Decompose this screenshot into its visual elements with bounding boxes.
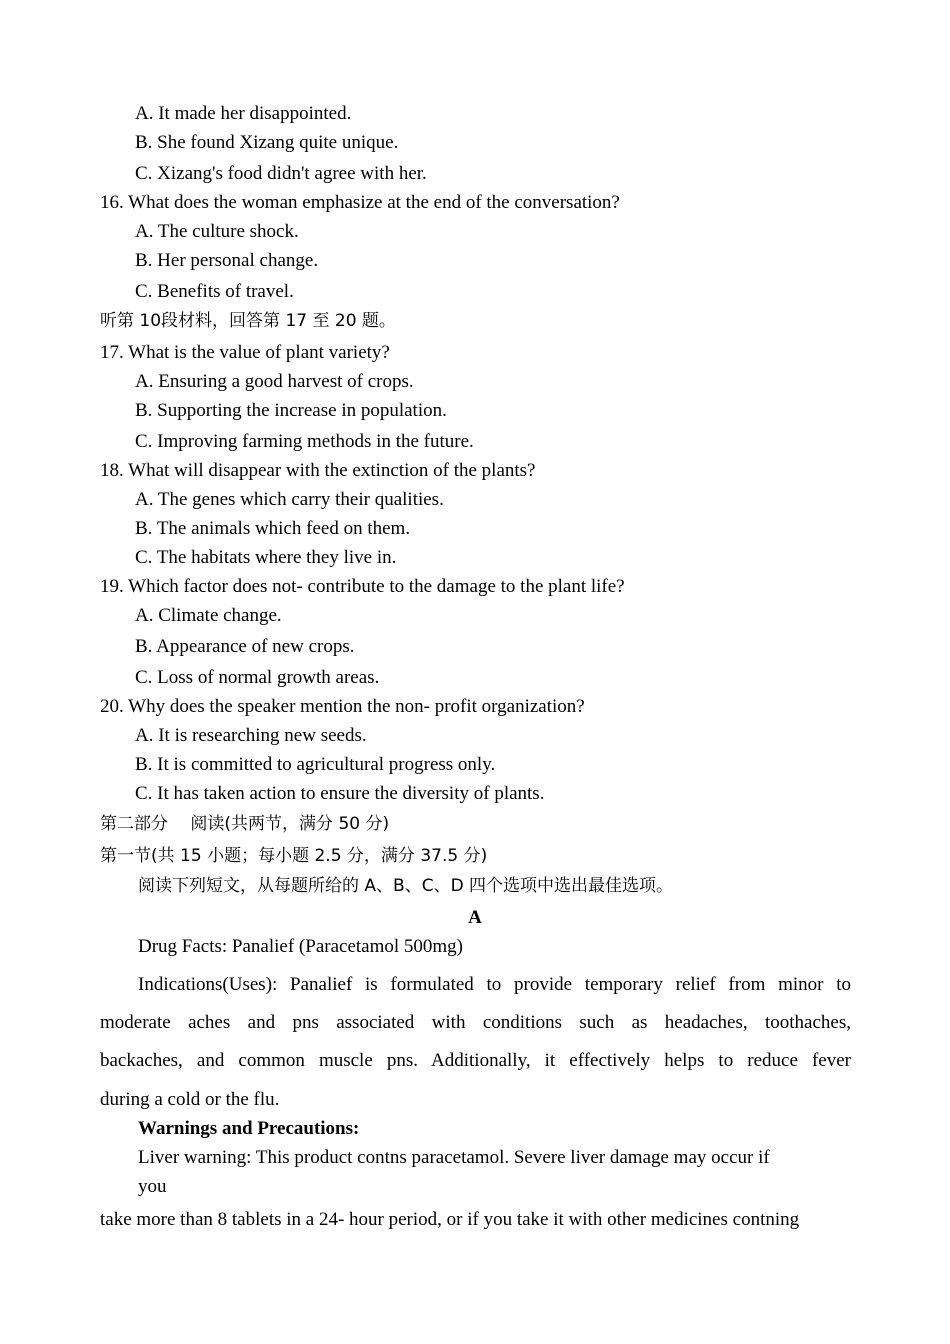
q19-option-b: B. Appearance of new crops. — [135, 636, 355, 657]
section10-intro: 听第 10段材料，回答第 17 至 20 题。 — [100, 311, 396, 331]
q16-option-c: C. Benefits of travel. — [135, 281, 294, 302]
q20-option-a: A. It is researching new seeds. — [135, 725, 367, 746]
q16-option-b: B. Her personal change. — [135, 250, 319, 271]
q18-option-a: A. The genes which carry their qualities. — [135, 489, 444, 510]
q18-option-b: B. The animals which feed on them. — [135, 518, 411, 539]
q19-option-c: C. Loss of normal growth areas. — [135, 667, 380, 688]
indications-line-2: moderate aches and pns associated with conditions such as headaches, toothaches, — [100, 1012, 851, 1033]
liver-warning-line-1: Liver warning: This product contns paracetamol. Severe liver damage may occur if — [138, 1147, 770, 1168]
q16-question: 16. What does the woman emphasize at the end of the conversation? — [100, 192, 620, 213]
q17-option-b: B. Supporting the increase in population. — [135, 400, 447, 421]
part2-section1: 第一节(共 15 小题；每小题 2.5 分，满分 37.5 分) — [100, 846, 488, 866]
q19-option-a: A. Climate change. — [135, 605, 282, 626]
q17-option-c: C. Improving farming methods in the future. — [135, 431, 474, 452]
q15-option-c: C. Xizang's food didn't agree with her. — [135, 163, 427, 184]
passage-label: A — [468, 907, 482, 928]
q17-question: 17. What is the value of plant variety? — [100, 342, 390, 363]
indications-line-1: Indications(Uses): Panalief is formulated to provide temporary relief from minor to — [138, 974, 851, 995]
q20-option-c: C. It has taken action to ensure the diversity of plants. — [135, 783, 545, 804]
q18-option-c: C. The habitats where they live in. — [135, 547, 397, 568]
liver-warning-line-2: you — [138, 1176, 167, 1197]
part2-heading: 第二部分 阅读(共两节，满分 50 分) — [100, 814, 390, 834]
q15-option-a: A. It made her disappointed. — [135, 103, 352, 124]
indications-line-3: backaches, and common muscle pns. Additionally, it effectively helps to reduce fever — [100, 1050, 851, 1071]
liver-warning-line-3: take more than 8 tablets in a 24- hour period, or if you take it with other medicines contning — [100, 1209, 800, 1230]
q20-option-b: B. It is committed to agricultural progress only. — [135, 754, 496, 775]
q20-question: 20. Why does the speaker mention the non- profit organization? — [100, 696, 585, 717]
q18-question: 18. What will disappear with the extinction of the plants? — [100, 460, 536, 481]
q19-question: 19. Which factor does not- contribute to the damage to the plant life? — [100, 576, 625, 597]
q17-option-a: A. Ensuring a good harvest of crops. — [135, 371, 414, 392]
q16-option-a: A. The culture shock. — [135, 221, 299, 242]
part2-instruction: 阅读下列短文，从每题所给的 A、B、C、D 四个选项中选出最佳选项。 — [138, 876, 674, 896]
warnings-heading: Warnings and Precautions: — [138, 1118, 360, 1139]
q15-option-b: B. She found Xizang quite unique. — [135, 132, 399, 153]
indications-line-4: during a cold or the flu. — [100, 1089, 280, 1110]
passage-title: Drug Facts: Panalief (Paracetamol 500mg) — [138, 936, 464, 957]
